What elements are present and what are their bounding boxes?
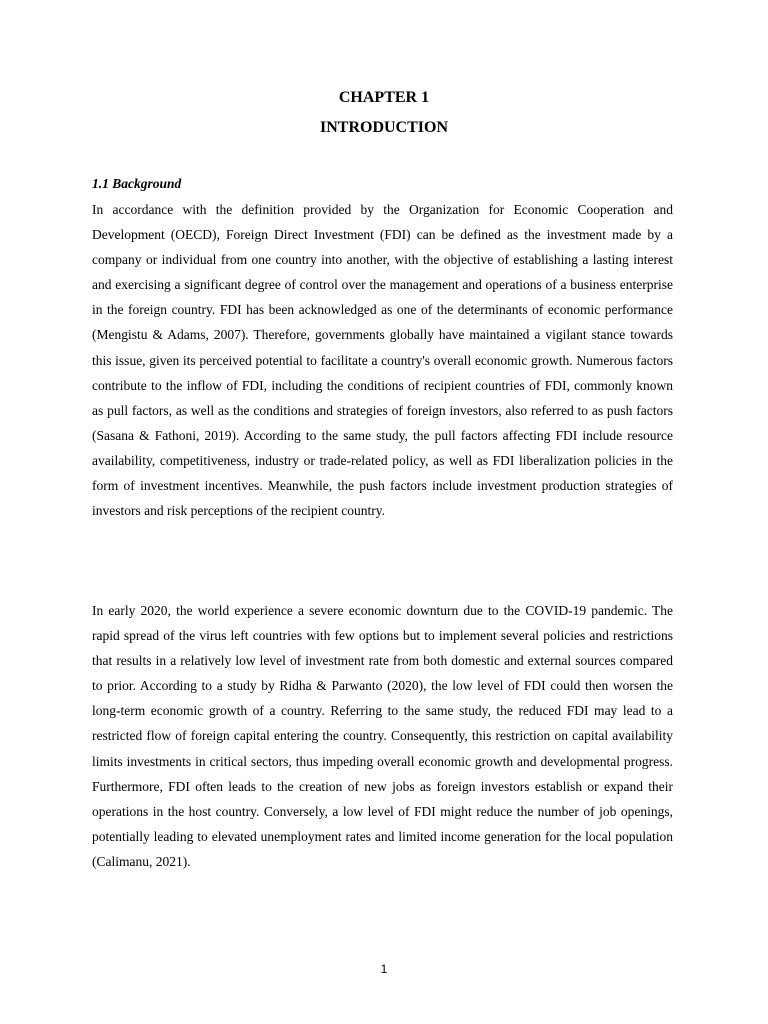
chapter-title: INTRODUCTION [319, 119, 448, 136]
body-paragraph-2: In early 2020, the world experience a severe economic downturn due to the COVID-19 pandemic. The rapid spread of the virus left countries with few options but to implement several policies and restrictions that results in a relatively low level of investment rate from both domestic and external sources compared to prior. According to a study by Ridha & Parwanto (2020), the low level of FDI could then worsen the long-term economic growth of a country. Referring to the same study, the reduced FDI may lead to a restricted flow of foreign capital entering the country. Consequently, this restriction on capital availability limits investments in critical sectors, thus impeding overall economic growth and developmental progress. Furthermore, FDI often leads to the creation of new jobs as foreign investors establish or expand their operations in the host country. Conversely, a low level of FDI might reduce the number of job openings, potentially leading to elevated unemployment rates and limited income generation for the local population (Calimanu, 2021). [92, 603, 673, 869]
chapter-label: CHAPTER 1 [338, 89, 430, 106]
page-number: 1 [380, 962, 388, 976]
section-heading: 1.1 Background [92, 176, 182, 191]
body-paragraph-1: In accordance with the definition provided by the Organization for Economic Cooperation and Development (OECD), Foreign Direct Investment (FDI) can be defined as the investment made by a company or individual from one country into another, with the objective of establishing a lasting interest and exercising a significant degree of control over the management and operations of a business enterprise in the foreign country. FDI has been acknowledged as one of the determinants of economic performance (Mengistu & Adams, 2007). Therefore, governments globally have maintained a vigilant stance towards this issue, given its perceived potential to facilitate a country's overall economic growth. Numerous factors contribute to the inflow of FDI, including the conditions of recipient countries of FDI, commonly known as pull factors, as well as the conditions and strategies of foreign investors, also referred to as push factors (Sasana & Fathoni, 2019). According to the same study, the pull factors affecting FDI include resource availability, competitiveness, industry or trade-related policy, as well as FDI liberalization policies in the form of investment incentives. Meanwhile, the push factors include investment production strategies of investors and risk perceptions of the recipient country. [92, 202, 673, 519]
